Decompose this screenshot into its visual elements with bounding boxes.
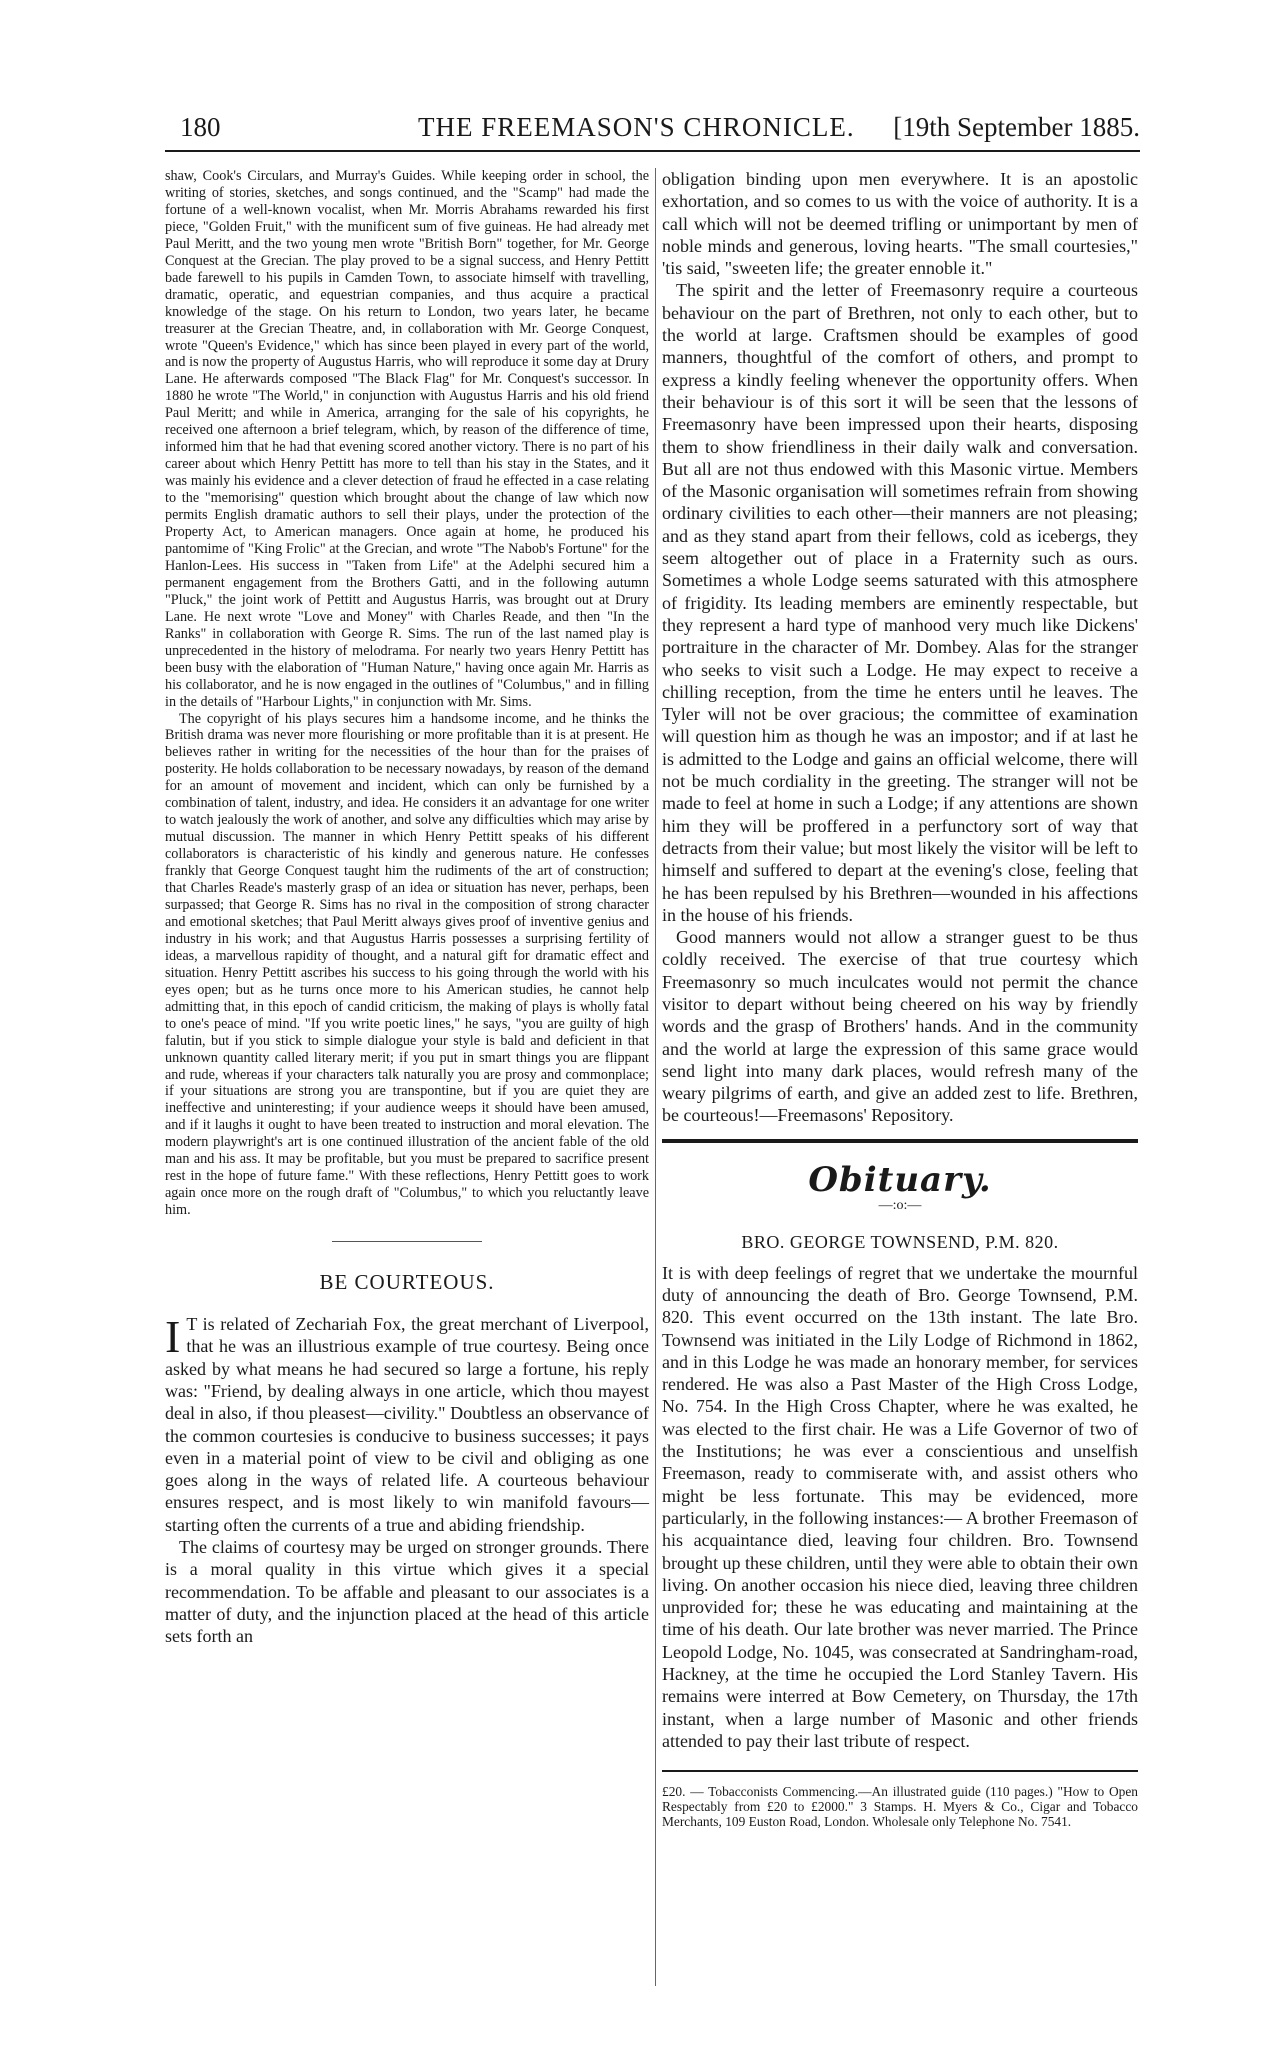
obituary-ornament: —:o:— [878, 1198, 922, 1214]
article-paragraph: obligation binding upon men everywhere. It is an apostolic exhortation, and so comes to us with the voice of authority. It is a call which will not be deemed trifling or unimportant by men of noble minds and generous, loving hearts. "The small courtesies," 'tis said, "sweeten life; the greater ennoble it." [662, 169, 1138, 279]
obituary-paragraph: It is with deep feelings of regret that we undertake the mournful duty of announcing the death of Bro. George Townsend, P.M. 820. This event occurred on the 13th instant. The late Bro. Townsend was initiated in the Lily Lodge of Richmond in 1862, and in this Lodge he was made an honorary member, for services rendered. He was also a Past Master of the High Cross Lodge, No. 754. In the High Cross Chapter, where he was exalted, he was elected to the first chair. He was a Life Governor of two of the Institutions; he was ever a conscientious and unselfish Freemason, ready to commiserate with, and assist others who might be less fortunate. This may be evidenced, more particularly, in the following instances:— A brother Freemason of his acquaintance died, leaving four children. Bro. Townsend brought up these children, until they were able to obtain their own living. On another occasion his niece died, leaving three children unprovided for; these he was educating and maintaining at the time of his death. Our late brother was never married. The Prince Leopold Lodge, No. 1045, was consecrated at Sandringham-road, Hackney, at the time he occupied the Lord Stanley Tavern. His remains were interred at Bow Cemetery, on Thursday, the 17th instant, when a large number of Masonic and other friends attended to pay their last tribute of respect. [662, 1262, 1138, 1751]
page-number: 180 [180, 112, 221, 142]
header-rule [165, 150, 1140, 152]
article-paragraph [165, 1313, 649, 1536]
page-header [178, 108, 1140, 148]
be-courteous-heading: BE COURTEOUS. [319, 1270, 495, 1295]
be-courteous-article [165, 1313, 649, 1647]
advertisement-rule [662, 1770, 1138, 1772]
article-paragraph: shaw, Cook's Circulars, and Murray's Guides. While keeping order in school, the writing of stories, sketches, and songs continued, and the "Scamp" had made the fortune of a well-known vocalist, when Mr. Morris Abrahams rewarded his first piece, "Golden Fruit," with the munificent sum of five guineas. He had already met Paul Meritt, and the two young men wrote "British Born" together, for Mr. George Conquest at the Grecian. The play proved to be a signal success, and Henry Pettitt bade farewell to his pupils in Camden Town, to associate himself with travelling, dramatic, operatic, and equestrian companies, and thus acquire a practical knowledge of the stage. On his return to London, two years later, he became treasurer at the Grecian Theatre, and, in collaboration with Mr. George Conquest, wrote "Queen's Evidence," which has since been played in every part of the world, and is now the property of Augustus Harris, who will reproduce it some day at Drury Lane. He afterwards composed "The Black Flag" for Mr. Conquest's successor. In 1880 he wrote "The World," in conjunction with Augustus Harris and his old friend Paul Meritt; and while in America, arranging for the sale of his copyrights, he received one afternoon a brief telegram, which, by reason of the difference of time, informed him that he had that evening scored another victory. There is no part of his career about which Henry Pettitt has more to tell than his stay in the States, and it was mainly his evidence and a clever detection of fraud he effected in a case relating to the "memorising" question which brought about the change of law which now permits English dramatic authors to sell their plays, under the protection of the Property Act, to American managers. Once again at home, he produced his pantomime of "King Frolic" at the Grecian, and wrote "The Nabob's Fortune" for the Hanlon-Lees. His success in "Taken from Life" at the Adelphi secured him a permanent engagement from the Brothers Gatti, and in the following autumn "Pluck," the joint work of Pettitt and Augustus Harris, was brought out at Drury Lane. He next wrote "Love and Money" with Charles Reade, and then "In the Ranks" in collaboration with George R. Sims. The run of the last named play is unprecedented in the history of melodrama. For nearly two years Henry Pettitt has been busy with the elaboration of "Human Nature," having once again Mr. Harris as his collaborator, and he is now engaged in the outlines of "Columbus," and in filling in the details of "Harbour Lights," in conjunction with Mr. Sims. [165, 168, 649, 710]
article-text: T is related of Zechariah Fox, the great merchant of Liverpool, that he was an illustrious example of true courtesy. Being once asked by what means he had secured so large a fortune, his reply was: "Friend, by dealing always in one article, which thou mayest deal in also, if thou pleasest—civility." Doubtless an observance of the common courtesies is conducive to business successes; it pays even in a material point of view to be civil and obliging as one goes along in the ways of related life. A courteous behaviour ensures respect, and is most likely to win manifold favours—starting often the currents of a true and abiding friendship. [165, 1314, 649, 1535]
column-divider [655, 168, 656, 1986]
advertisement: £20. — Tobacconists Commencing.—An illustrated guide (110 pages.) "How to Open Respectably from £20 to £2000." 3 Stamps. H. Myers & Co., Cigar and Tobacco Merchants, 109 Euston Road, London. Wholesale only Telephone No. 7541. [662, 1784, 1138, 1830]
obituary-heading: Obituary. [808, 1159, 992, 1200]
drop-cap: I [165, 1311, 181, 1363]
issue-date: [19th September 1885. [893, 112, 1140, 142]
section-separator [662, 1139, 1138, 1143]
publication-title: THE FREEMASON'S CHRONICLE. [418, 112, 855, 142]
article-paragraph: Good manners would not allow a stranger guest to be thus coldly received. The exercise of that true courtesy which Freemasonry so much inculcates would not permit the chance visitor to depart without being cheered on his way by friendly words and the grasp of Brothers' hands. And in the community and the world at large the expression of this same grace would send light into many dark places, would refresh many of the weary pilgrims of earth, and give an added zest to life. Brethren, be courteous!—Freemasons' Repository. [662, 927, 1138, 1126]
article-paragraph: The copyright of his plays secures him a handsome income, and he thinks the British drama was never more flourishing or more profitable than it is at present. He believes rather in writing for the necessities of the hour than for the praises of posterity. He holds collaboration to be necessary nowadays, by reason of the demand for an amount of movement and incident, which can only be furnished by a combination of talent, industry, and idea. He considers it an advantage for one writer to watch jealously the work of another, and solve any difficulties which may arise by mutual discussion. The manner in which Henry Pettitt speaks of his different collaborators is characteristic of his kindly and generous nature. He confesses frankly that George Conquest taught him the rudiments of the art of construction; that Charles Reade's masterly grasp of an idea or situation has never, perhaps, been surpassed; that George R. Sims has no rival in the composition of strong character and emotional sketches; that Paul Meritt always gives proof of inventive genius and industry in his work; and that Augustus Harris possesses a surprising fertility of ideas, a marvellous rapidity of thought, and a natural gift for dramatic effect and situation. Henry Pettitt ascribes his success to his going through the world with his eyes open; but as he turns once more to his American studies, he cannot help admitting that, in this epoch of candid criticism, the making of plays is wholly fatal to one's peace of mind. "If you write poetic lines," he says, "you are guilty of high falutin, but if you stick to simple dialogue your style is bald and deficient in that unknown quantity called literary merit; if you put in smart things you are flippant and rude, whereas if your characters talk naturally you are prosy and commonplace; if your situations are strong you are transpontine, but if you are quiet they are ineffective and uninteresting; if your audience weeps it should have been amused, and if it laughs it ought to have been treated to instruction and moral elevation. The modern playwright's art is one continued illustration of the ancient fable of the old man and his ass. It may be profitable, but you must be prepared to sacrifice present rest in the hope of future fame." With these reflections, Henry Pettitt goes to work again once more on the rough draft of "Columbus," to which you reluctantly leave him. [165, 710, 649, 1219]
article-paragraph: The claims of courtesy may be urged on stronger grounds. There is a moral quality in this virtue which gives it a special recommendation. To be affable and pleasant to our associates is a matter of duty, and the injunction placed at the head of this article sets forth an [165, 1537, 649, 1647]
right-column [662, 168, 1138, 1829]
pettitt-article-continued [165, 168, 649, 1219]
article-paragraph: The spirit and the letter of Freemasonry require a courteous behaviour on the part of Brethren, not only to each other, but to the world at large. Craftsmen should be examples of good manners, thoughtful of the comfort of others, and prompt to express a kindly feeling whenever the opportunity offers. When their behaviour is of this sort it will be seen that the lessons of Freemasonry have been impressed upon their hearts, disposing them to show friendliness in their daily walk and conversation. But all are not thus endowed with this Masonic virtue. Members of the Masonic organisation will sometimes refrain from showing ordinary civilities to each other—their manners are not pleasing; and as they stand apart from their fellows, cold as icebergs, they seem altogether out of place in a Fraternity such as ours. Sometimes a whole Lodge seems saturated with this atmosphere of frigidity. Its leading members are eminently respectable, but they represent a hard type of manhood very much like Dickens' portraiture in the character of Mr. Dombey. Alas for the stranger who seeks to visit such a Lodge. He may expect to receive a chilling reception, from the time he enters until he leaves. The Tyler will not be over gracious; the committee of examination will question him as though he was an impostor; and if at last he is admitted to the Lodge and gains an official welcome, there will not be much cordiality in the greeting. The stranger will not be made to feel at home in such a Lodge; if any attentions are shown him they will be proffered in a perfunctory sort of way that detracts from their value; but most likely the visitor will be left to himself and suffered to depart at the evening's close, feeling that he has been repulsed by his Brethren—wounded in his affections in the house of his friends. [662, 280, 1138, 925]
article-separator [332, 1241, 482, 1242]
obituary-subheading: BRO. GEORGE TOWNSEND, P.M. 820. [741, 1232, 1059, 1253]
left-column [165, 168, 649, 1648]
